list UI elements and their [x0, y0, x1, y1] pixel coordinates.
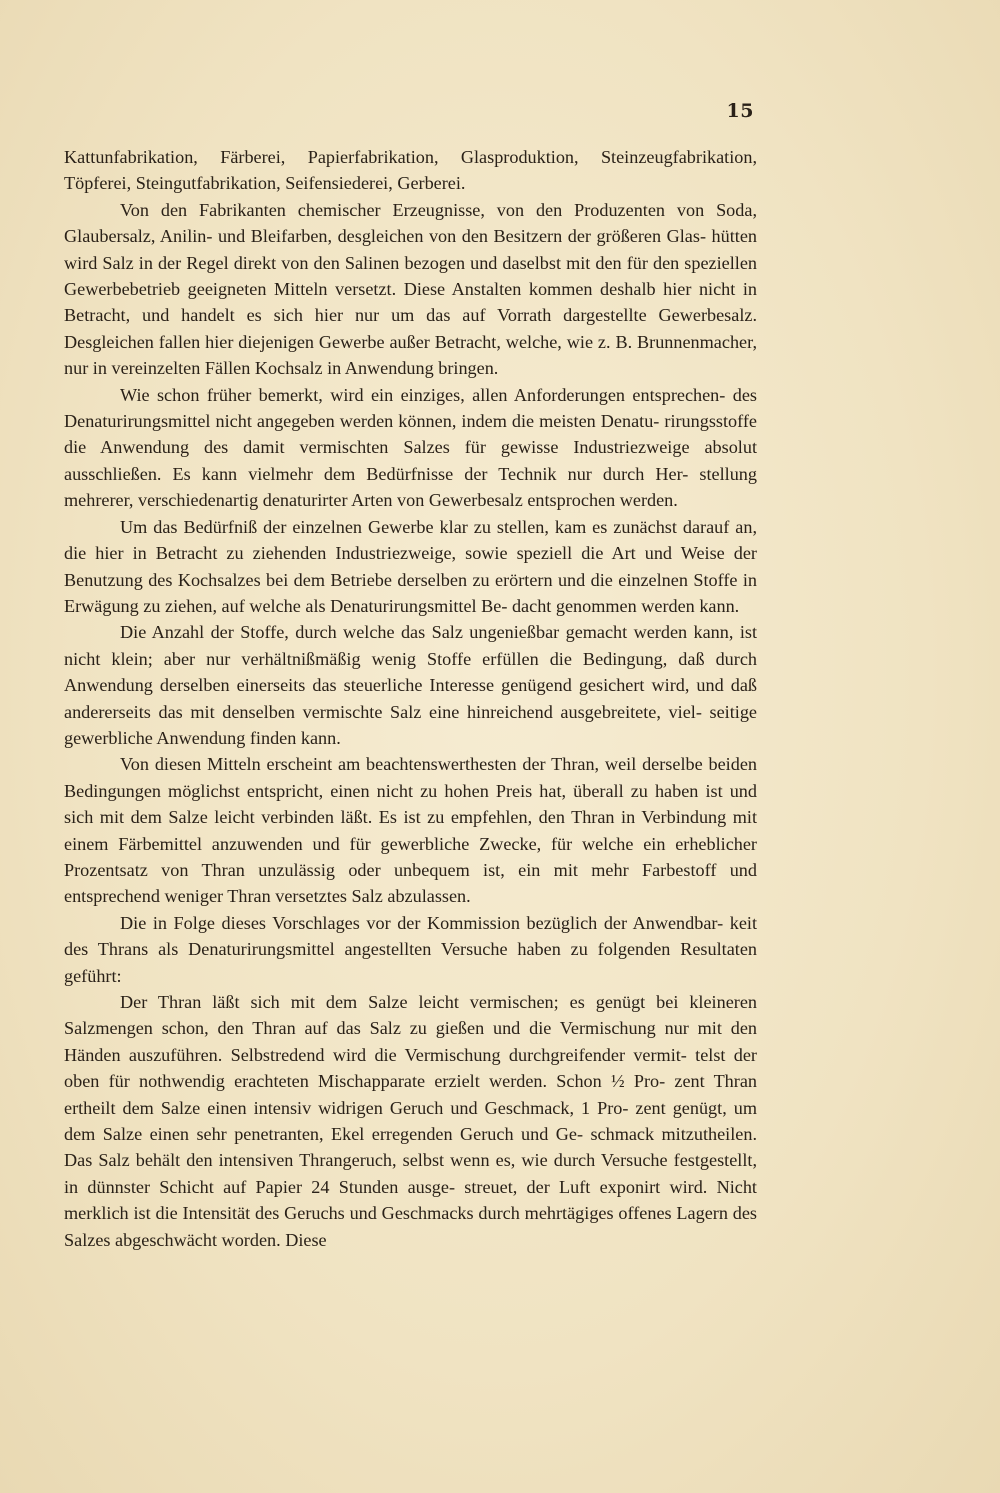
paragraph: Die in Folge dieses Vorschlages vor der Kommission bezüglich der Anwendbar- keit des Thrans als Denaturirungsmittel angestellten Versuche haben zu folgenden Resultaten geführt:: [64, 912, 757, 986]
page-number: 15: [726, 100, 754, 122]
paragraph: Von diesen Mitteln erscheint am beachtenswerthesten der Thran, weil derselbe beiden Bedingungen möglichst entspricht, einen nicht zu hohen Preis hat, überall zu haben ist und sich mit dem Salze leicht verbinden läßt. Es ist zu empfehlen, den Thran in Verbindung mit einem Färbemittel anzuwenden und für gewerbliche Zwecke, für welche ein erheblicher Prozentsatz von Thran unzulässig oder unbequem ist, ein mit mehr Farbestoff und entsprechend weniger Thran versetztes Salz abzulassen.: [64, 754, 757, 907]
paragraph: Von den Fabrikanten chemischer Erzeugnisse, von den Produzenten von Soda, Glaubersalz, Anilin- und Bleifarben, desgleichen von den Besitzern der größeren Glas- hütten wird Salz in der Regel direkt von den Salinen bezogen und daselbst mit den für den speziellen Gewerbebetrieb geeigneten Mitteln versetzt. Diese Anstalten kommen deshalb hier nicht in Betracht, und handelt es sich hier nur um das auf Vorrath dargestellte Gewerbesalz. Desgleichen fallen hier diejenigen Gewerbe außer Betracht, welche, wie z. B. Brunnenmacher, nur in vereinzelten Fällen Kochsalz in Anwendung bringen.: [64, 199, 757, 379]
paragraph: Wie schon früher bemerkt, wird ein einziges, allen Anforderungen entsprechen- des Denaturirungsmittel nicht angegeben werden können, indem die meisten Denatu- rirungsstoffe die Anwendung des damit vermischten Salzes für gewisse Industriezweige absolut ausschließen. Es kann vielmehr dem Bedürfnisse der Technik nur durch Her- stellung mehrerer, verschiedenartig denaturirter Arten von Gewerbesalz entsprochen werden.: [64, 384, 757, 511]
paragraph: Die Anzahl der Stoffe, durch welche das Salz ungenießbar gemacht werden kann, ist nicht klein; aber nur verhältnißmäßig wenig Stoffe erfüllen die Bedingung, daß durch Anwendung derselben einerseits das steuerliche Interesse genügend gesichert wird, und daß andererseits das mit denselben vermischte Salz eine hinreichend ausgebreitete, viel- seitige gewerbliche Anwendung finden kann.: [64, 622, 757, 748]
paragraph: Der Thran läßt sich mit dem Salze leicht vermischen; es genügt bei kleineren Salzmengen schon, den Thran auf das Salz zu gießen und die Vermischung nur mit den Händen auszuführen. Selbstredend wird die Vermischung durchgreifender vermit- telst der oben für nothwendig erachteten Mischapparate erzielt werden. Schon ½ Pro- zent Thran ertheilt dem Salze einen intensiv widrigen Geruch und Geschmack, 1 Pro- zent genügt, um dem Salze einen sehr penetranten, Ekel erregenden Geruch und Ge- schmack mitzutheilen. Das Salz behält den intensiven Thrangeruch, selbst wenn es, wie durch Versuche festgestellt, in dünnster Schicht auf Papier 24 Stunden ausge- streuet, der Luft exponirt wird. Nicht merklich ist die Intensität des Geruchs und Geschmacks durch mehrtägiges offenes Lagern des Salzes abgeschwächt worden. Diese: [64, 992, 757, 1250]
paragraph-continuation: Kattunfabrikation, Färberei, Papierfabrikation, Glasproduktion, Steinzeugfabrikation, Töpferei, Steingutfabrikation, Seifensiederei, Gerberei.: [64, 147, 757, 194]
body-text: [64, 144, 757, 1253]
paragraph: Um das Bedürfniß der einzelnen Gewerbe klar zu stellen, kam es zunächst darauf an, die hier in Betracht zu ziehenden Industriezweige, sowie speziell die Art und Weise der Benutzung des Kochsalzes bei dem Betriebe derselben zu erörtern und die einzelnen Stoffe in Erwägung zu ziehen, auf welche als Denaturirungsmittel Be- dacht genommen werden kann.: [64, 516, 757, 616]
